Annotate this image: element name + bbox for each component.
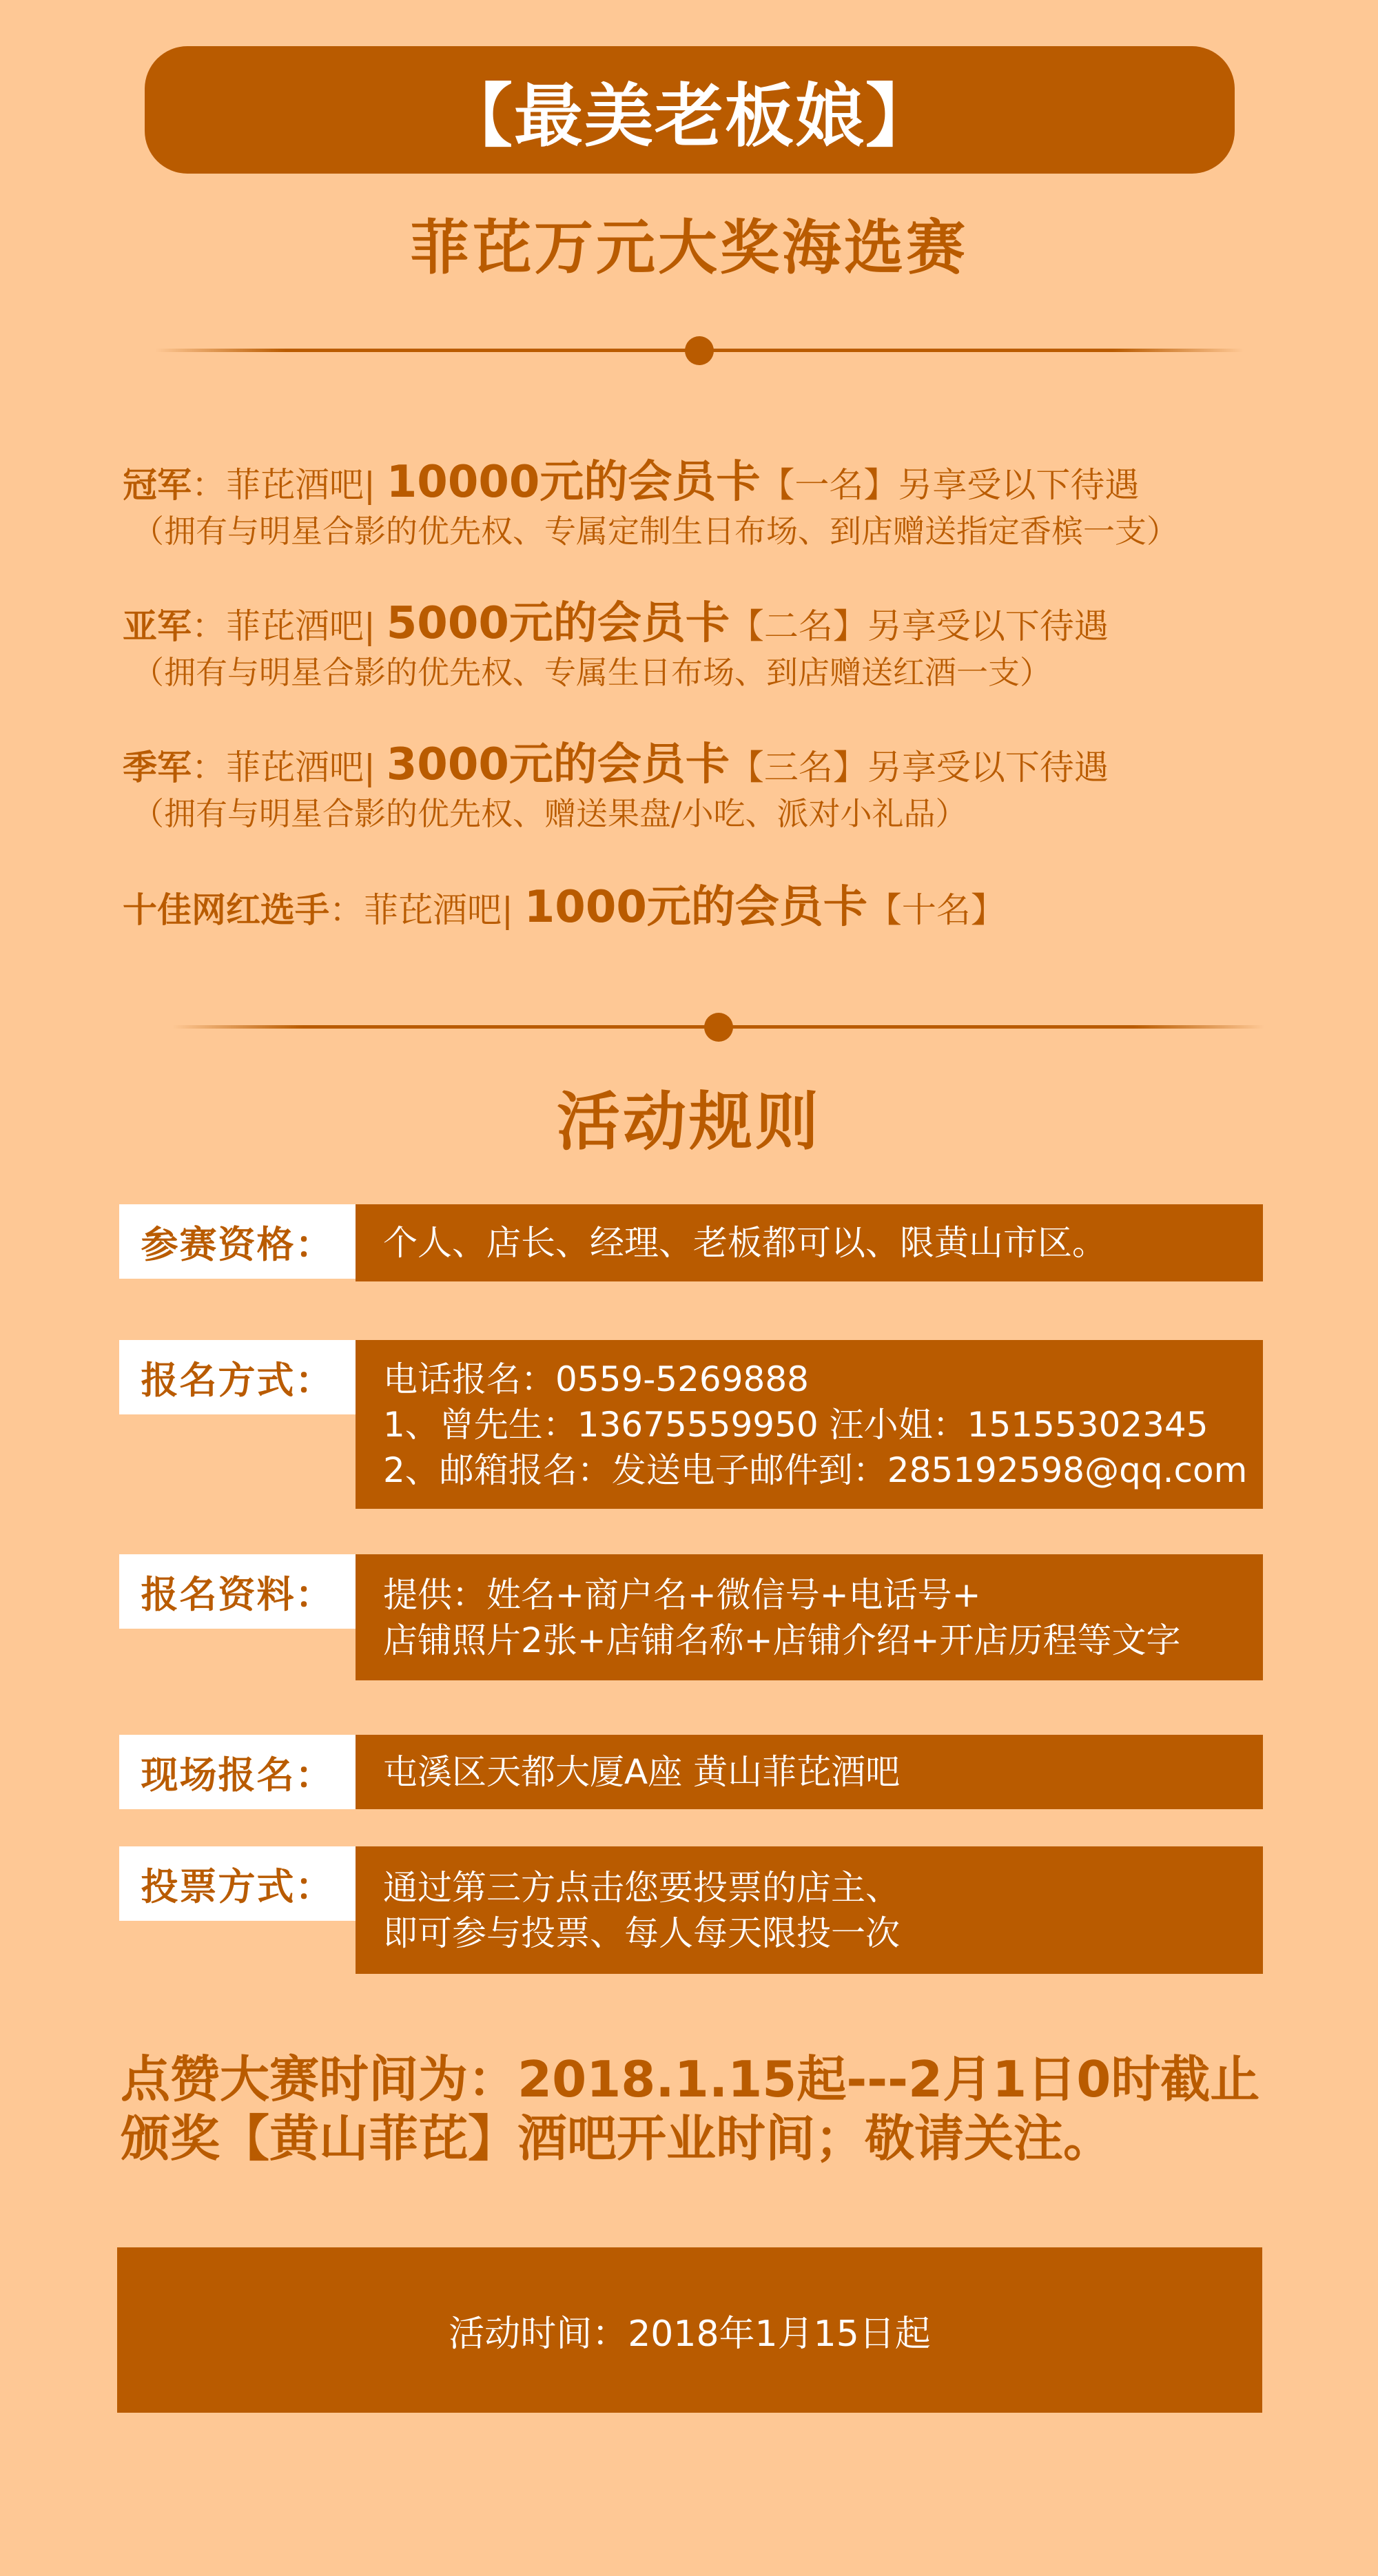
rule-eligibility [119,1204,1263,1281]
prize-rank: 亚军 [123,606,192,646]
prize-card: 5000元的会员卡 [386,598,730,649]
prize-champion [123,458,1266,553]
divider-top [155,336,1244,364]
prize-quota: 【二名】另享受以下待遇 [729,606,1109,646]
rule-label: 现场报名： [119,1735,356,1809]
event-date: 活动时间：2018年1月15日起 [449,2313,931,2355]
page-subtitle: 菲芘万元大奖海选赛 [410,214,968,282]
rule-voting-method [119,1846,1263,1974]
prize-card: 1000元的会员卡 [524,882,867,933]
rule-label: 投票方式： [119,1846,356,1921]
prize-perks: （拥有与明星合影的优先权、专属定制生日布场、到店赠送指定香槟一支） [132,513,1178,550]
notice-line: 点赞大赛时间为：2018.1.15起---2月1日0时截止 [121,2050,1260,2108]
rule-label: 报名方式： [119,1340,356,1414]
rule-line: 电话报名：0559-5269888 [383,1359,809,1399]
rule-label: 报名资料： [119,1554,356,1629]
footer-banner [117,2247,1262,2413]
rule-line: 屯溪区天都大厦A座 黄山菲芘酒吧 [383,1752,901,1792]
contest-notice [121,2050,1292,2168]
prize-quota: 【三名】另享受以下待遇 [729,748,1109,787]
rule-value [356,1735,1263,1809]
prize-third [123,741,1266,836]
rule-signup-method [119,1340,1263,1509]
notice-line: 颁奖【黄山菲芘】酒吧开业时间；敬请关注。 [121,2110,1113,2167]
rule-line: 1、曾先生：13675559950 汪小姐：15155302345 [383,1404,1209,1445]
prize-perks: （拥有与明星合影的优先权、专属生日布场、到店赠送红酒一支） [132,654,1051,691]
prize-quota: 【一名】另享受以下待遇 [760,465,1140,505]
rule-line: 通过第三方点击您要投票的店主、 [383,1867,900,1908]
prize-runner-up [123,599,1266,694]
prize-rank: 冠军 [123,465,192,505]
rule-value [356,1554,1263,1680]
prize-top-ten [123,883,1266,934]
rule-line: 提供：姓名+商户名+微信号+电话号+ [383,1574,981,1615]
page-title: 【最美老板娘】 [444,75,936,156]
rule-line: 个人、店长、经理、老板都可以、限黄山市区。 [383,1223,1107,1263]
prize-venue: ：菲芘酒吧| [329,890,513,930]
divider-middle [172,1013,1264,1040]
rule-line: 2、邮箱报名：发送电子邮件到：285192598@qq.com [383,1450,1248,1490]
rule-line: 即可参与投票、每人每天限投一次 [383,1913,900,1953]
prize-rank: 十佳网红选手 [123,890,329,930]
rules-title: 活动规则 [556,1085,821,1159]
rule-line: 店铺照片2张+店铺名称+店铺介绍+开店历程等文字 [383,1620,1181,1660]
prize-venue: ：菲芘酒吧| [192,606,376,646]
prize-quota: 【十名】 [867,890,1005,930]
title-banner [145,46,1235,174]
prize-card: 10000元的会员卡 [386,457,761,508]
prize-perks: （拥有与明星合影的优先权、赠送果盘/小吃、派对小礼品） [132,795,967,832]
rule-value [356,1340,1263,1509]
rule-value [356,1204,1263,1281]
prize-venue: ：菲芘酒吧| [192,748,376,787]
rule-value [356,1846,1263,1974]
rule-label: 参赛资格： [119,1204,356,1279]
rule-signup-materials [119,1554,1263,1680]
prize-rank: 季军 [123,748,192,787]
prize-card: 3000元的会员卡 [386,739,730,790]
prize-venue: ：菲芘酒吧| [192,465,376,505]
rule-onsite-signup [119,1735,1263,1809]
